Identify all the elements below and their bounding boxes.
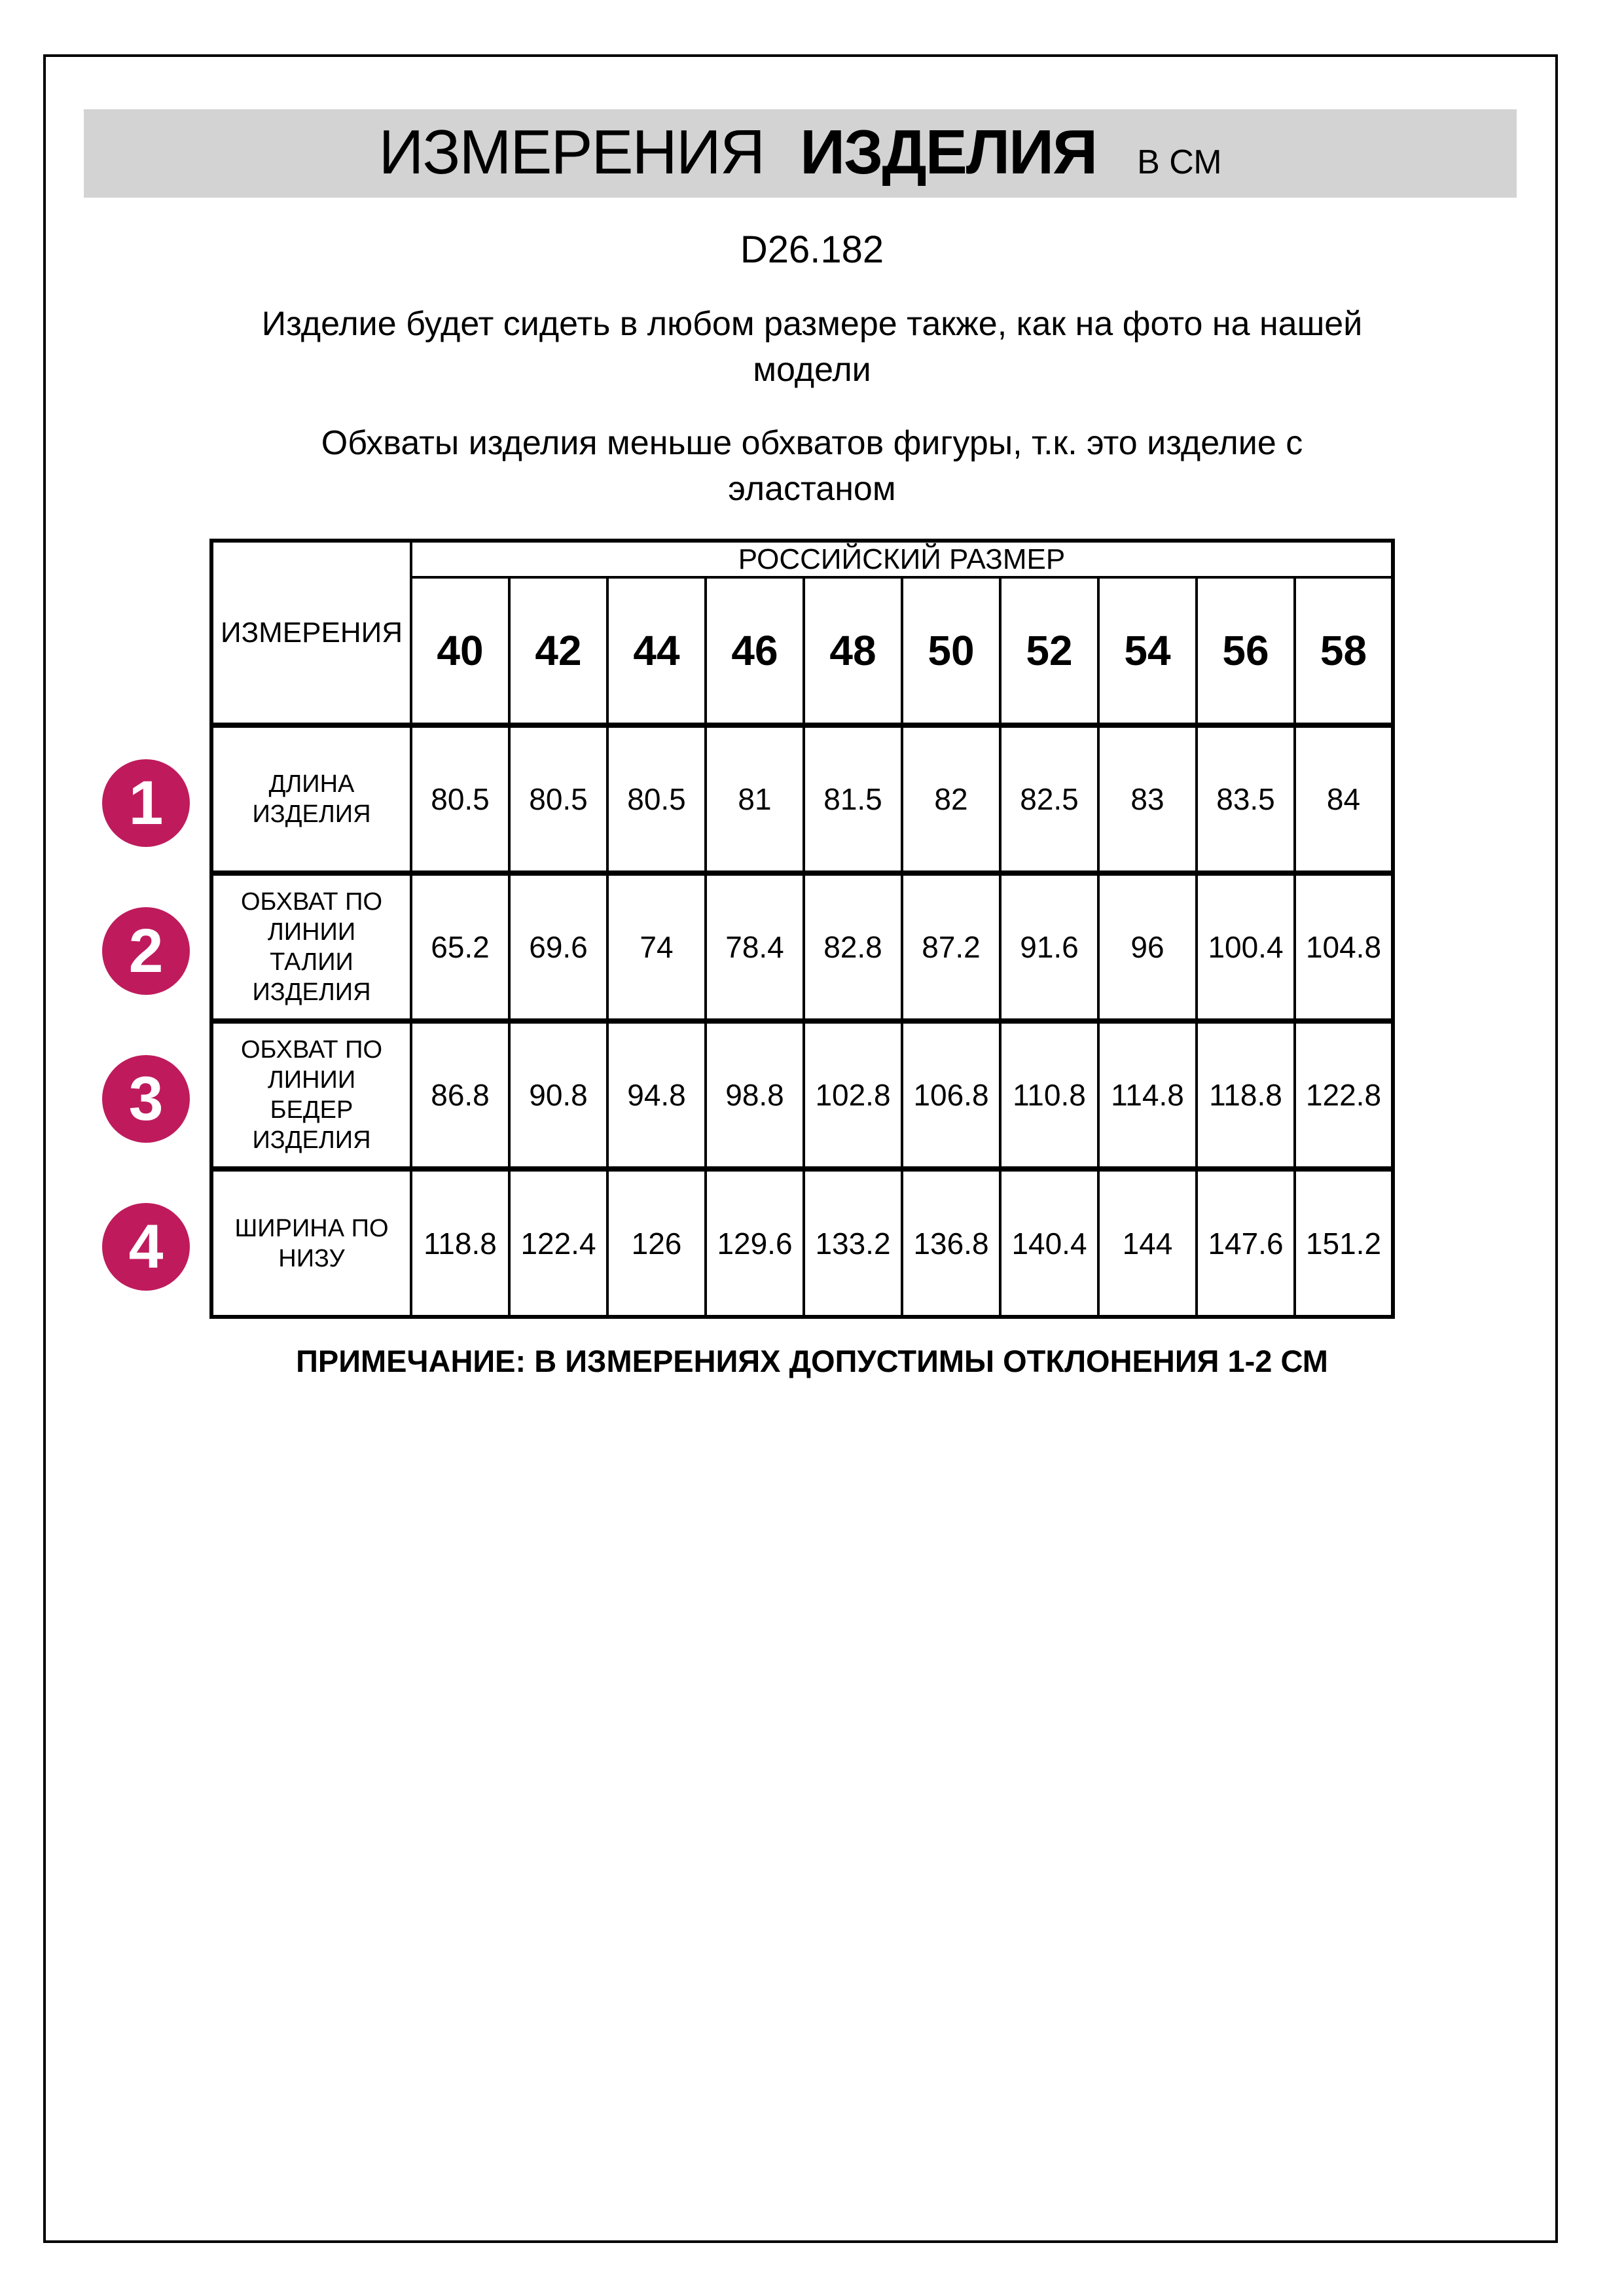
- row-label-line: ИЗДЕЛИЯ: [252, 1126, 371, 1154]
- table-cell: 91.6: [1000, 873, 1098, 1021]
- size-header-cell: 54: [1098, 577, 1197, 725]
- table-cell: 136.8: [902, 1169, 1000, 1317]
- table-cell: 129.6: [706, 1169, 804, 1317]
- table-cell: 80.5: [607, 725, 706, 873]
- row-label-bottom-width: [211, 1169, 411, 1317]
- table-cell: 74: [607, 873, 706, 1021]
- row-label-length: [211, 725, 411, 873]
- size-header-cell: 46: [706, 577, 804, 725]
- size-header-cell: 56: [1197, 577, 1295, 725]
- row-marker-1-icon: 1: [102, 759, 190, 847]
- row-label-line: ДЛИНА: [268, 770, 355, 798]
- table-row-length: [211, 725, 1393, 873]
- table-cell: 122.8: [1295, 1021, 1393, 1169]
- table-cell: 87.2: [902, 873, 1000, 1021]
- row-marker-3-icon: 3: [102, 1055, 190, 1143]
- table-cell: 98.8: [706, 1021, 804, 1169]
- table-cell: 83: [1098, 725, 1197, 873]
- table-cell: 90.8: [509, 1021, 607, 1169]
- row-label-line: ИЗДЕЛИЯ: [252, 978, 371, 1006]
- row-label-line: НИЗУ: [278, 1244, 345, 1272]
- table-cell: 126: [607, 1169, 706, 1317]
- column-header-russian-size: РОССИЙСКИЙ РАЗМЕР: [411, 541, 1393, 577]
- table-cell: 81: [706, 725, 804, 873]
- table-cell: 65.2: [411, 873, 509, 1021]
- page-title-product: ИЗДЕЛИЯ: [800, 117, 1097, 187]
- table-cell: 100.4: [1197, 873, 1295, 1021]
- size-header-cell: 48: [804, 577, 902, 725]
- table-cell: 96: [1098, 873, 1197, 1021]
- table-cell: 80.5: [411, 725, 509, 873]
- size-header-cell: 40: [411, 577, 509, 725]
- row-label-line: ИЗДЕЛИЯ: [252, 800, 371, 828]
- row-label-line: ОБХВАТ ПО: [240, 888, 383, 916]
- table-cell: 118.8: [411, 1169, 509, 1317]
- table-cell: 104.8: [1295, 873, 1393, 1021]
- intro-paragraph-fit-line2: модели: [753, 351, 871, 389]
- product-code: D26.182: [740, 228, 884, 271]
- table-cell: 84: [1295, 725, 1393, 873]
- table-cell: 122.4: [509, 1169, 607, 1317]
- row-label-line: ОБХВАТ ПО: [240, 1036, 383, 1064]
- table-cell: 144: [1098, 1169, 1197, 1317]
- size-header-cell: 58: [1295, 577, 1393, 725]
- table-row-group-header: [211, 541, 1393, 577]
- page-title-unit: В СМ: [1137, 143, 1222, 181]
- row-label-line: ЛИНИИ: [267, 1066, 356, 1094]
- table-cell: 94.8: [607, 1021, 706, 1169]
- measurements-table: [209, 539, 1395, 1319]
- table-cell: 82.5: [1000, 725, 1098, 873]
- table-cell: 151.2: [1295, 1169, 1393, 1317]
- size-header-cell: 42: [509, 577, 607, 725]
- table-cell: 114.8: [1098, 1021, 1197, 1169]
- row-label-line: БЕДЕР: [270, 1096, 353, 1124]
- row-label-line: ШИРИНА ПО: [234, 1214, 389, 1242]
- intro-paragraph-elastane-line2: эластаном: [728, 470, 896, 508]
- table-cell: 110.8: [1000, 1021, 1098, 1169]
- column-header-measurements: ИЗМЕРЕНИЯ: [211, 541, 411, 725]
- row-marker-4-icon: 4: [102, 1203, 190, 1291]
- intro-paragraph-elastane-line1: Обхваты изделия меньше обхватов фигуры, т.к. это изделие с: [321, 424, 1303, 462]
- table-row-waist-girth: [211, 873, 1393, 1021]
- row-marker-2-icon: 2: [102, 907, 190, 995]
- row-label-line: ТАЛИИ: [270, 948, 353, 976]
- table-cell: 133.2: [804, 1169, 902, 1317]
- table-cell: 82: [902, 725, 1000, 873]
- tolerance-note: ПРИМЕЧАНИЕ: В ИЗМЕРЕНИЯХ ДОПУСТИМЫ ОТКЛОНЕНИЯ 1-2 СМ: [296, 1344, 1328, 1378]
- table-cell: 80.5: [509, 725, 607, 873]
- table-cell: 82.8: [804, 873, 902, 1021]
- table-cell: 106.8: [902, 1021, 1000, 1169]
- table-row-bottom-width: [211, 1169, 1393, 1317]
- table-cell: 69.6: [509, 873, 607, 1021]
- table-cell: 78.4: [706, 873, 804, 1021]
- table-cell: 86.8: [411, 1021, 509, 1169]
- page-title-measurements: ИЗМЕРЕНИЯ: [378, 117, 765, 187]
- table-cell: 102.8: [804, 1021, 902, 1169]
- size-header-cell: 44: [607, 577, 706, 725]
- intro-paragraph-elastane: [0, 420, 1624, 512]
- table-cell: 147.6: [1197, 1169, 1295, 1317]
- table-cell: 118.8: [1197, 1021, 1295, 1169]
- size-header-cell: 52: [1000, 577, 1098, 725]
- table-row-hip-girth: [211, 1021, 1393, 1169]
- intro-paragraph-fit: [0, 301, 1624, 393]
- size-header-cell: 50: [902, 577, 1000, 725]
- intro-paragraph-fit-line1: Изделие будет сидеть в любом размере также, как на фото на нашей: [261, 305, 1363, 343]
- table-cell: 83.5: [1197, 725, 1295, 873]
- row-label-hip-girth: [211, 1021, 411, 1169]
- table-cell: 81.5: [804, 725, 902, 873]
- row-label-line: ЛИНИИ: [267, 918, 356, 946]
- row-label-waist-girth: [211, 873, 411, 1021]
- table-cell: 140.4: [1000, 1169, 1098, 1317]
- title-band: [84, 109, 1517, 198]
